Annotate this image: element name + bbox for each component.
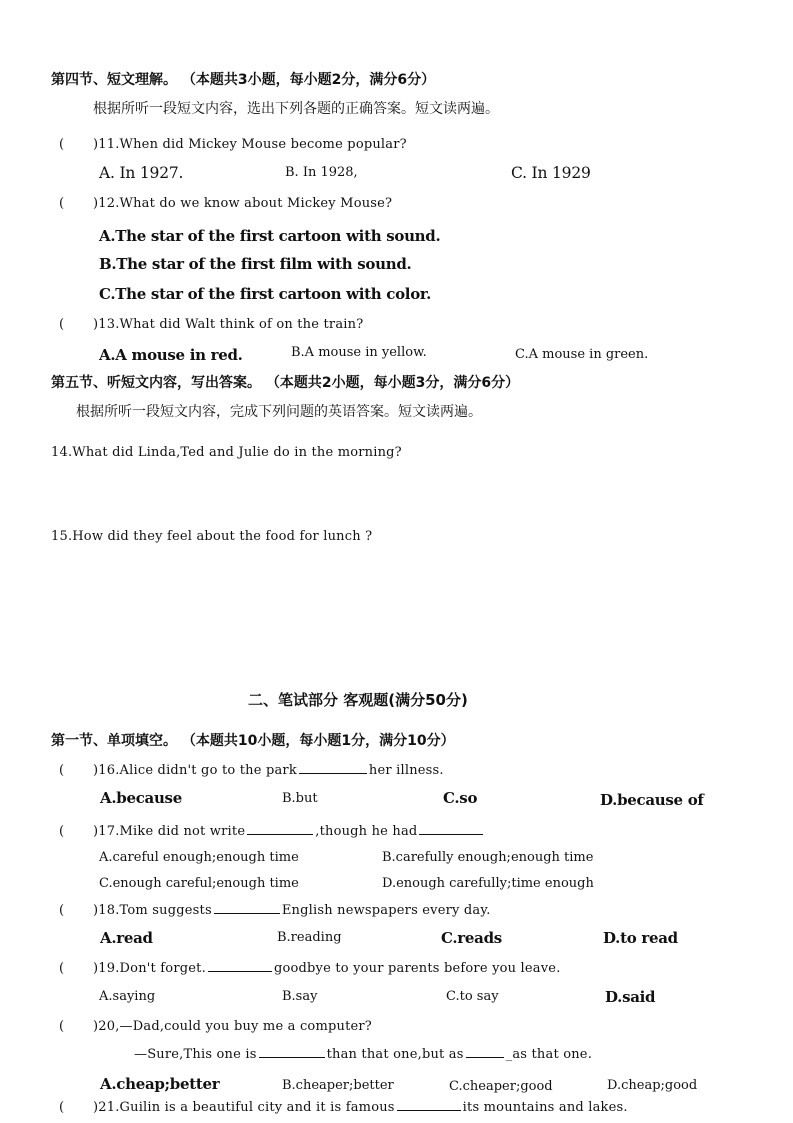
q11-option-a: A. In 1927. <box>99 164 184 182</box>
q16-option-d: D.because of <box>600 791 704 809</box>
question-12-text: )12.What do we know about Mickey Mouse? <box>93 196 393 211</box>
question-18 <box>59 904 491 917</box>
question-11-text: )11.When did Mickey Mouse become popular? <box>93 137 407 152</box>
answer-paren: ( <box>59 903 65 918</box>
question-20 <box>59 1020 372 1033</box>
q18-option-a: A.read <box>100 929 153 947</box>
answer-blank[interactable] <box>247 833 313 835</box>
answer-blank[interactable] <box>419 833 483 835</box>
q17-option-b: B.carefully enough;enough time <box>382 850 594 865</box>
answer-blank[interactable] <box>299 772 367 774</box>
answer-paren: ( <box>59 763 65 778</box>
q16-option-a: A.because <box>100 789 182 807</box>
question-13 <box>59 318 363 331</box>
question-11 <box>59 138 407 151</box>
question-13-text: )13.What did Walt think of on the train? <box>93 317 364 332</box>
answer-paren: ( <box>59 824 65 839</box>
question-19 <box>59 962 561 975</box>
question-20-reply-pre: —Sure,This one is <box>134 1047 257 1062</box>
q19-option-a: A.saying <box>99 989 156 1004</box>
q20-option-b: B.cheaper;better <box>282 1078 394 1093</box>
answer-blank[interactable] <box>208 970 272 972</box>
q12-option-a: A.The star of the first cartoon with sound. <box>99 227 441 245</box>
q11-option-b: B. In 1928, <box>285 165 358 180</box>
q17-option-c: C.enough careful;enough time <box>99 876 299 891</box>
q12-option-b: B.The star of the first film with sound. <box>99 255 412 273</box>
question-18-post: English newspapers every day. <box>281 903 491 918</box>
q16-option-c: C.so <box>443 789 478 807</box>
answer-paren: ( <box>59 196 65 211</box>
question-16-pre: )16.Alice didn't go to the park <box>93 763 297 778</box>
q12-option-c: C.The star of the first cartoon with color. <box>99 285 432 303</box>
question-16 <box>59 764 444 777</box>
answer-paren: ( <box>59 1100 65 1115</box>
answer-paren: ( <box>59 961 65 976</box>
q19-option-c: C.to say <box>446 989 499 1004</box>
q18-option-b: B.reading <box>277 930 342 945</box>
question-19-post: goodbye to your parents before you leave. <box>273 961 561 976</box>
answer-blank[interactable] <box>397 1109 461 1111</box>
answer-blank[interactable] <box>466 1056 504 1058</box>
section4-title: 第四节、短文理解。 （本题共3小题，每小题2分，满分6分） <box>51 72 436 88</box>
question-20-reply-mid: than that one,but as <box>326 1047 464 1062</box>
question-17 <box>59 825 485 838</box>
q20-option-c: C.cheaper;good <box>449 1079 553 1094</box>
q18-option-d: D.to read <box>603 929 678 947</box>
question-19-pre: )19.Don't forget. <box>93 961 206 976</box>
q20-option-d: D.cheap;good <box>607 1078 698 1093</box>
answer-paren: ( <box>59 317 65 332</box>
q16-option-b: B.but <box>282 791 318 806</box>
question-16-post: her illness. <box>368 763 444 778</box>
question-21 <box>59 1101 628 1114</box>
q13-option-c: C.A mouse in green. <box>515 347 649 362</box>
question-20-reply-post: _as that one. <box>505 1047 593 1062</box>
q20-option-a: A.cheap;better <box>100 1075 220 1093</box>
section5-instruction: 根据所听一段短文内容，完成下列问题的英语答案。短文读两遍。 <box>76 404 482 420</box>
question-20-text: )20,—Dad,could you buy me a computer? <box>93 1019 372 1034</box>
answer-blank[interactable] <box>214 912 280 914</box>
q19-option-b: B.say <box>282 989 318 1004</box>
question-14: 14.What did Linda,Ted and Julie do in the morning? <box>51 445 402 460</box>
part2-title: 二、笔试部分 客观题(满分50分) <box>248 691 468 709</box>
q13-option-b: B.A mouse in yellow. <box>291 345 427 360</box>
answer-paren: ( <box>59 137 65 152</box>
answer-paren: ( <box>59 1019 65 1034</box>
section4-instruction: 根据所听一段短文内容，选出下列各题的正确答案。短文读两遍。 <box>93 101 499 117</box>
q19-option-d: D.said <box>605 988 656 1006</box>
q13-option-a: A.A mouse in red. <box>99 346 243 364</box>
q11-option-c: C. In 1929 <box>511 164 591 182</box>
question-15: 15.How did they feel about the food for lunch ? <box>51 529 373 544</box>
question-17-mid: ,though he had <box>315 824 418 839</box>
question-21-pre: )21.Guilin is a beautiful city and it is famous <box>93 1100 395 1115</box>
question-17-pre: )17.Mike did not write <box>93 824 246 839</box>
section1-title: 第一节、单项填空。 （本题共10小题，每小题1分，满分10分） <box>51 733 455 749</box>
question-18-pre: )18.Tom suggests <box>93 903 212 918</box>
answer-blank[interactable] <box>259 1056 325 1058</box>
question-20-reply <box>134 1048 592 1061</box>
q17-option-d: D.enough carefully;time enough <box>382 876 594 891</box>
question-12 <box>59 197 392 210</box>
question-21-post: its mountains and lakes. <box>462 1100 628 1115</box>
section5-title: 第五节、听短文内容，写出答案。 （本题共2小题，每小题3分，满分6分） <box>51 375 520 391</box>
q17-option-a: A.careful enough;enough time <box>99 850 299 865</box>
q18-option-c: C.reads <box>441 929 502 947</box>
